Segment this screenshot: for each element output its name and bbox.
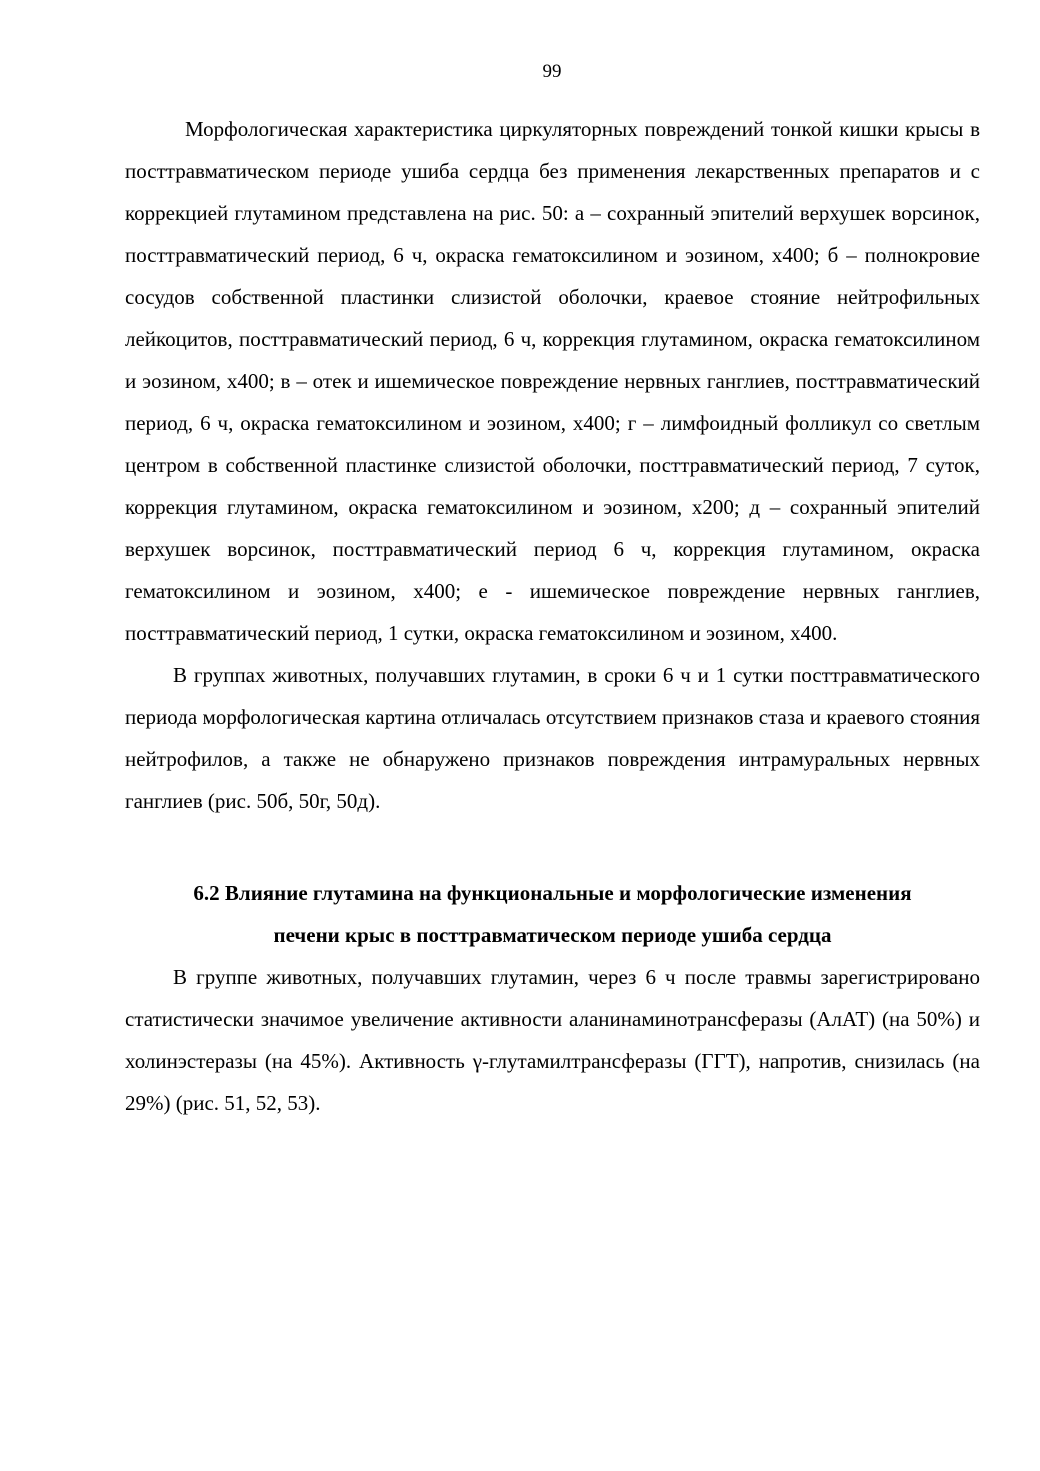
paragraph-glutamine-groups: В группах животных, получавших глутамин, в сроки 6 ч и 1 сутки посттравматического периода морфологическая картина отличалась отсутствием признаков стаза и краевого стояния нейтрофилов, а также не обнаружено признаков повреждения интрамуральных нервных ганглиев (рис. 50б, 50г, 50д). — [125, 663, 980, 813]
paragraph-section-body: В группе животных, получавших глутамин, через 6 ч после травмы зарегистрировано статистически значимое увеличение активности аланинаминотрансферазы (АлАТ) (на 50%) и холинэстеразы (на 45%). Активность γ-глутамилтрансферазы (ГГТ), напротив, снизилась (на 29%) (рис. 51, 52, 53). — [125, 965, 980, 1115]
section-spacer — [125, 822, 980, 864]
page-number: 99 — [542, 61, 562, 82]
document-body — [125, 108, 980, 1124]
section-heading-line-2: печени крыс в посттравматическом периоде ушиба сердца — [273, 923, 832, 947]
section-heading-line-1: 6.2 Влияние глутамина на функциональные и морфологические изменения — [193, 881, 912, 905]
section-heading — [125, 872, 980, 956]
paragraph-figure-description: Морфологическая характеристика циркуляторных повреждений тонкой кишки крысы в посттравматическом периоде ушиба сердца без применения лекарственных препаратов и с коррекцией глутамином представлена на рис. 50: а – сохранный эпителий верхушек ворсинок, посттравматический период, 6 ч, окраска гематоксилином и эозином, х400; б – полнокровие сосудов собственной пластинки слизистой оболочки, краевое стояние нейтрофильных лейкоцитов, посттравматический период, 6 ч, коррекция глутамином, окраска гематоксилином и эозином, х400; в – отек и ишемическое повреждение нервных ганглиев, посттравматический период, 6 ч, окраска гематоксилином и эозином, х400; г – лимфоидный фолликул со светлым центром в собственной пластинке слизистой оболочки, посттравматический период, 7 суток, коррекция глутамином, окраска гематоксилином и эозином, х200; д – сохранный эпителий верхушек ворсинок, посттравматический период 6 ч, коррекция глутамином, окраска гематоксилином и эозином, х400; е - ишемическое повреждение нервных ганглиев, посттравматический период, 1 сутки, окраска гематоксилином и эозином, х400. — [125, 117, 980, 645]
